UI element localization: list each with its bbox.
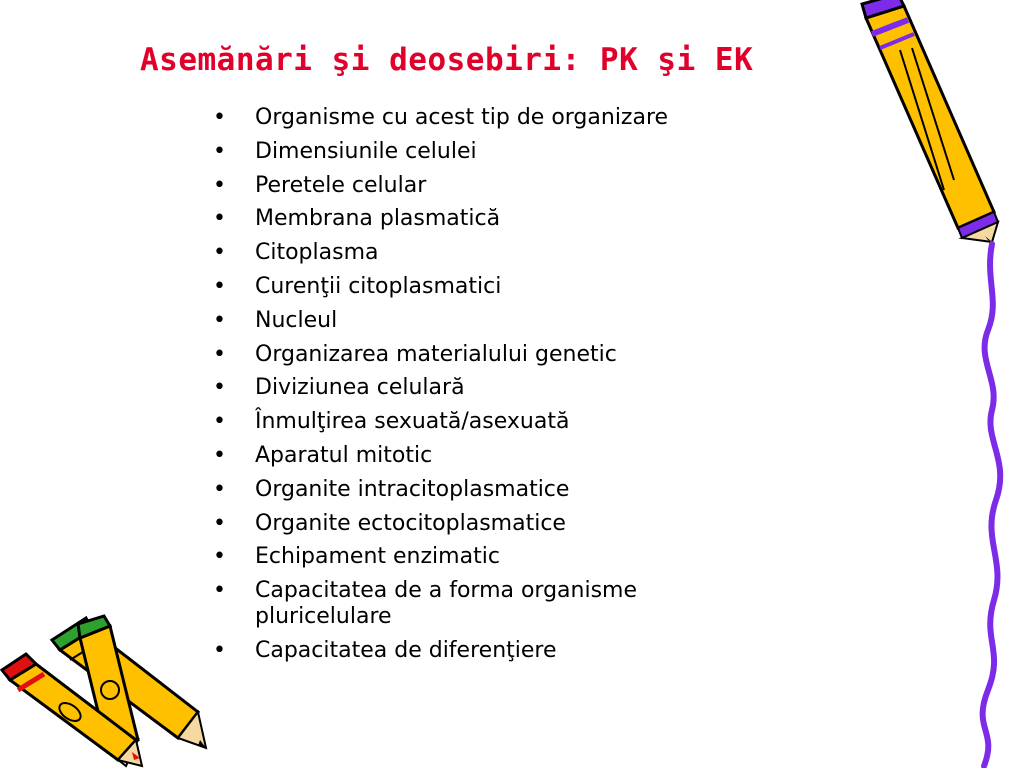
- list-item: [213, 202, 773, 236]
- list-item-text: Capacitatea de a forma organisme pluricelulare: [255, 578, 638, 630]
- list-item-text: Dimensiunile celulei: [255, 138, 477, 164]
- list-item-text: Membrana plasmatică: [255, 206, 501, 232]
- slide-title: Asemănări şi deosebiri: PK şi EK: [140, 42, 754, 78]
- bullet-dot: •: [213, 510, 226, 536]
- list-item: [213, 634, 773, 668]
- list-item: [213, 101, 773, 135]
- bullet-dot: •: [213, 240, 226, 266]
- list-item: [213, 169, 773, 203]
- list-item-text: Aparatul mitotic: [255, 442, 433, 468]
- list-item-text: Echipament enzimatic: [255, 544, 500, 570]
- bullet-dot: •: [213, 578, 226, 604]
- bullet-dot: •: [213, 375, 226, 401]
- list-item: [213, 371, 773, 405]
- list-item-text: Diviziunea celulară: [255, 375, 465, 401]
- bullet-dot: •: [213, 409, 226, 435]
- list-item-text: Nucleul: [255, 307, 338, 333]
- bullet-dot: •: [213, 138, 226, 164]
- list-item-text: Curenţii citoplasmatici: [255, 273, 502, 299]
- list-item: [213, 473, 773, 507]
- list-item: [213, 270, 773, 304]
- list-item-text: Organite intracitoplasmatice: [255, 476, 570, 502]
- list-item: [213, 439, 773, 473]
- list-item: [213, 405, 773, 439]
- list-item: [213, 135, 773, 169]
- bullet-dot: •: [213, 273, 226, 299]
- bullet-dot: •: [213, 105, 226, 130]
- list-item-text: Înmulţirea sexuată/asexuată: [255, 409, 570, 435]
- list-item: [213, 507, 773, 541]
- list-item: [213, 574, 773, 634]
- bullet-dot: •: [213, 206, 226, 232]
- bullet-dot: •: [213, 172, 226, 198]
- bullet-dot: •: [213, 476, 226, 502]
- bullet-dot: •: [213, 638, 226, 664]
- list-item-text: Capacitatea de diferenţiere: [255, 638, 557, 664]
- bullet-list: [213, 101, 773, 668]
- list-item: [213, 338, 773, 372]
- list-item: [213, 540, 773, 574]
- pencil-clipart-right-icon: [840, 0, 1024, 768]
- list-item-text: Peretele celular: [255, 172, 427, 198]
- bullet-dot: •: [213, 442, 226, 468]
- list-item-text: Organisme cu acest tip de organizare: [255, 105, 669, 130]
- bullet-dot: •: [213, 544, 226, 570]
- pencil-clipart-bottom-left-icon: [0, 612, 210, 768]
- bullet-dot: •: [213, 341, 226, 367]
- list-item: [213, 236, 773, 270]
- bullet-dot: •: [213, 307, 226, 333]
- list-item-text: Citoplasma: [255, 240, 379, 266]
- list-item-text: Organite ectocitoplasmatice: [255, 510, 566, 536]
- list-item: [213, 304, 773, 338]
- list-item-text: Organizarea materialului genetic: [255, 341, 617, 367]
